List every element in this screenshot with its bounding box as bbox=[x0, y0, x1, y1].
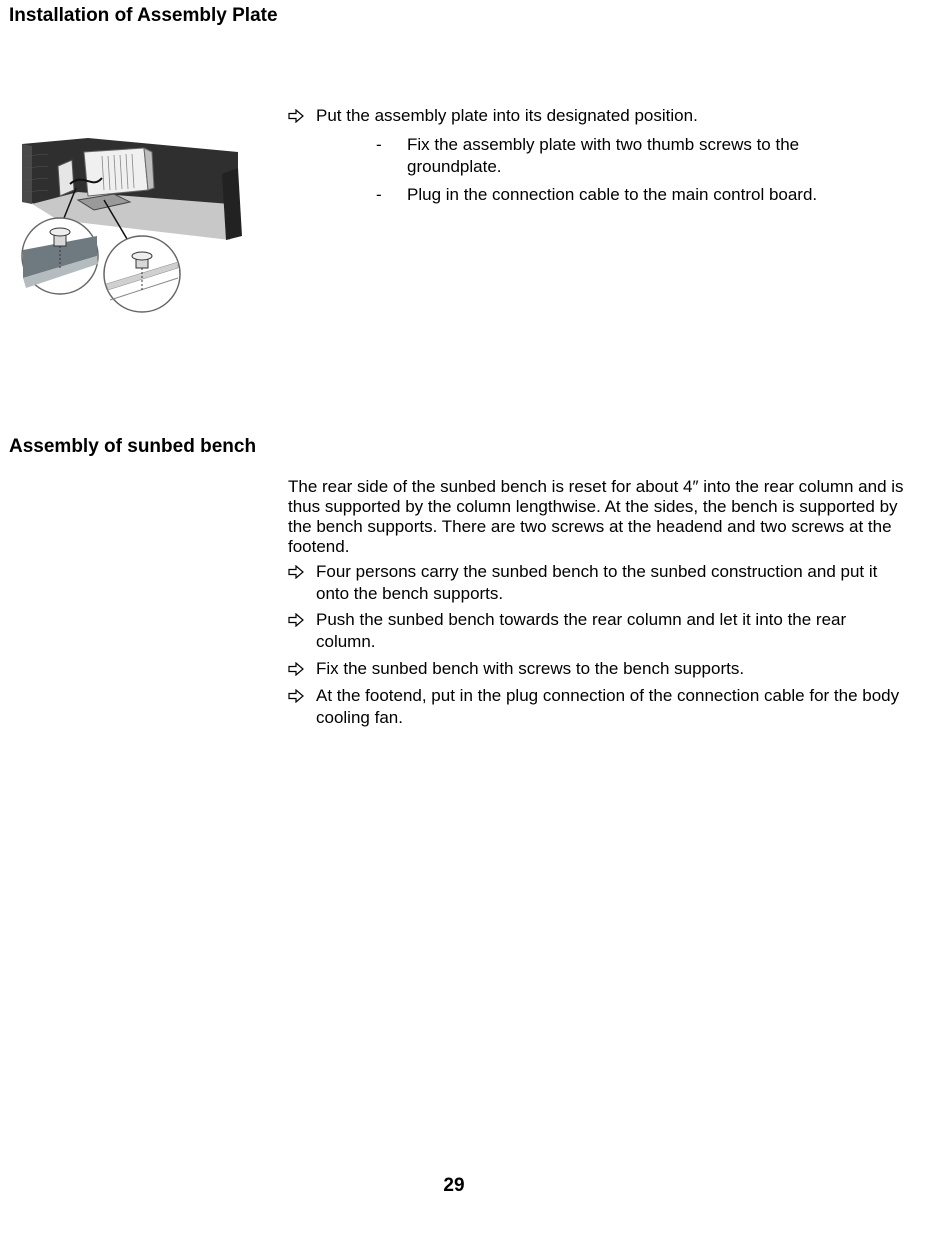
bench-step-1 bbox=[288, 561, 908, 605]
install-step-1 bbox=[288, 105, 908, 127]
arrow-outline-right-icon bbox=[288, 565, 304, 579]
bench-step-4-text: At the footend, put in the plug connection of the connection cable for the body cooling fan. bbox=[316, 686, 900, 727]
bench-step-1-text: Four persons carry the sunbed bench to the sunbed construction and put it onto the bench supports. bbox=[316, 562, 878, 603]
install-substep-2 bbox=[376, 184, 896, 206]
arrow-outline-right-icon bbox=[288, 662, 304, 676]
bench-step-2 bbox=[288, 609, 908, 653]
dash-marker: - bbox=[376, 135, 382, 154]
dash-marker: - bbox=[376, 185, 382, 204]
arrow-outline-right-icon bbox=[288, 109, 304, 123]
page-number: 29 bbox=[443, 1175, 465, 1196]
arrow-outline-right-icon bbox=[288, 689, 304, 703]
section-title-installation: Installation of Assembly Plate bbox=[9, 5, 278, 26]
arrow-outline-right-icon bbox=[288, 613, 304, 627]
bench-step-2-text: Push the sunbed bench towards the rear column and let it into the rear column. bbox=[316, 610, 847, 651]
install-substep-1-text: Fix the assembly plate with two thumb screws to the groundplate. bbox=[407, 135, 800, 176]
sunbed-intro-paragraph: The rear side of the sunbed bench is reset for about 4″ into the rear column and is thus supported by the column lengthwise. At the sides, the bench is supported by the bench supports. There are two screws at the headend and two screws at the footend. bbox=[288, 477, 904, 556]
section-title-sunbed-bench: Assembly of sunbed bench bbox=[9, 436, 257, 457]
install-step-1-text: Put the assembly plate into its designated position. bbox=[316, 106, 698, 125]
bench-step-3 bbox=[288, 658, 908, 680]
install-substep-1 bbox=[376, 134, 896, 178]
bench-step-4 bbox=[288, 685, 908, 729]
bench-step-3-text: Fix the sunbed bench with screws to the bench supports. bbox=[316, 659, 745, 678]
install-substep-2-text: Plug in the connection cable to the main control board. bbox=[407, 185, 818, 204]
assembly-plate-illustration bbox=[18, 132, 248, 316]
